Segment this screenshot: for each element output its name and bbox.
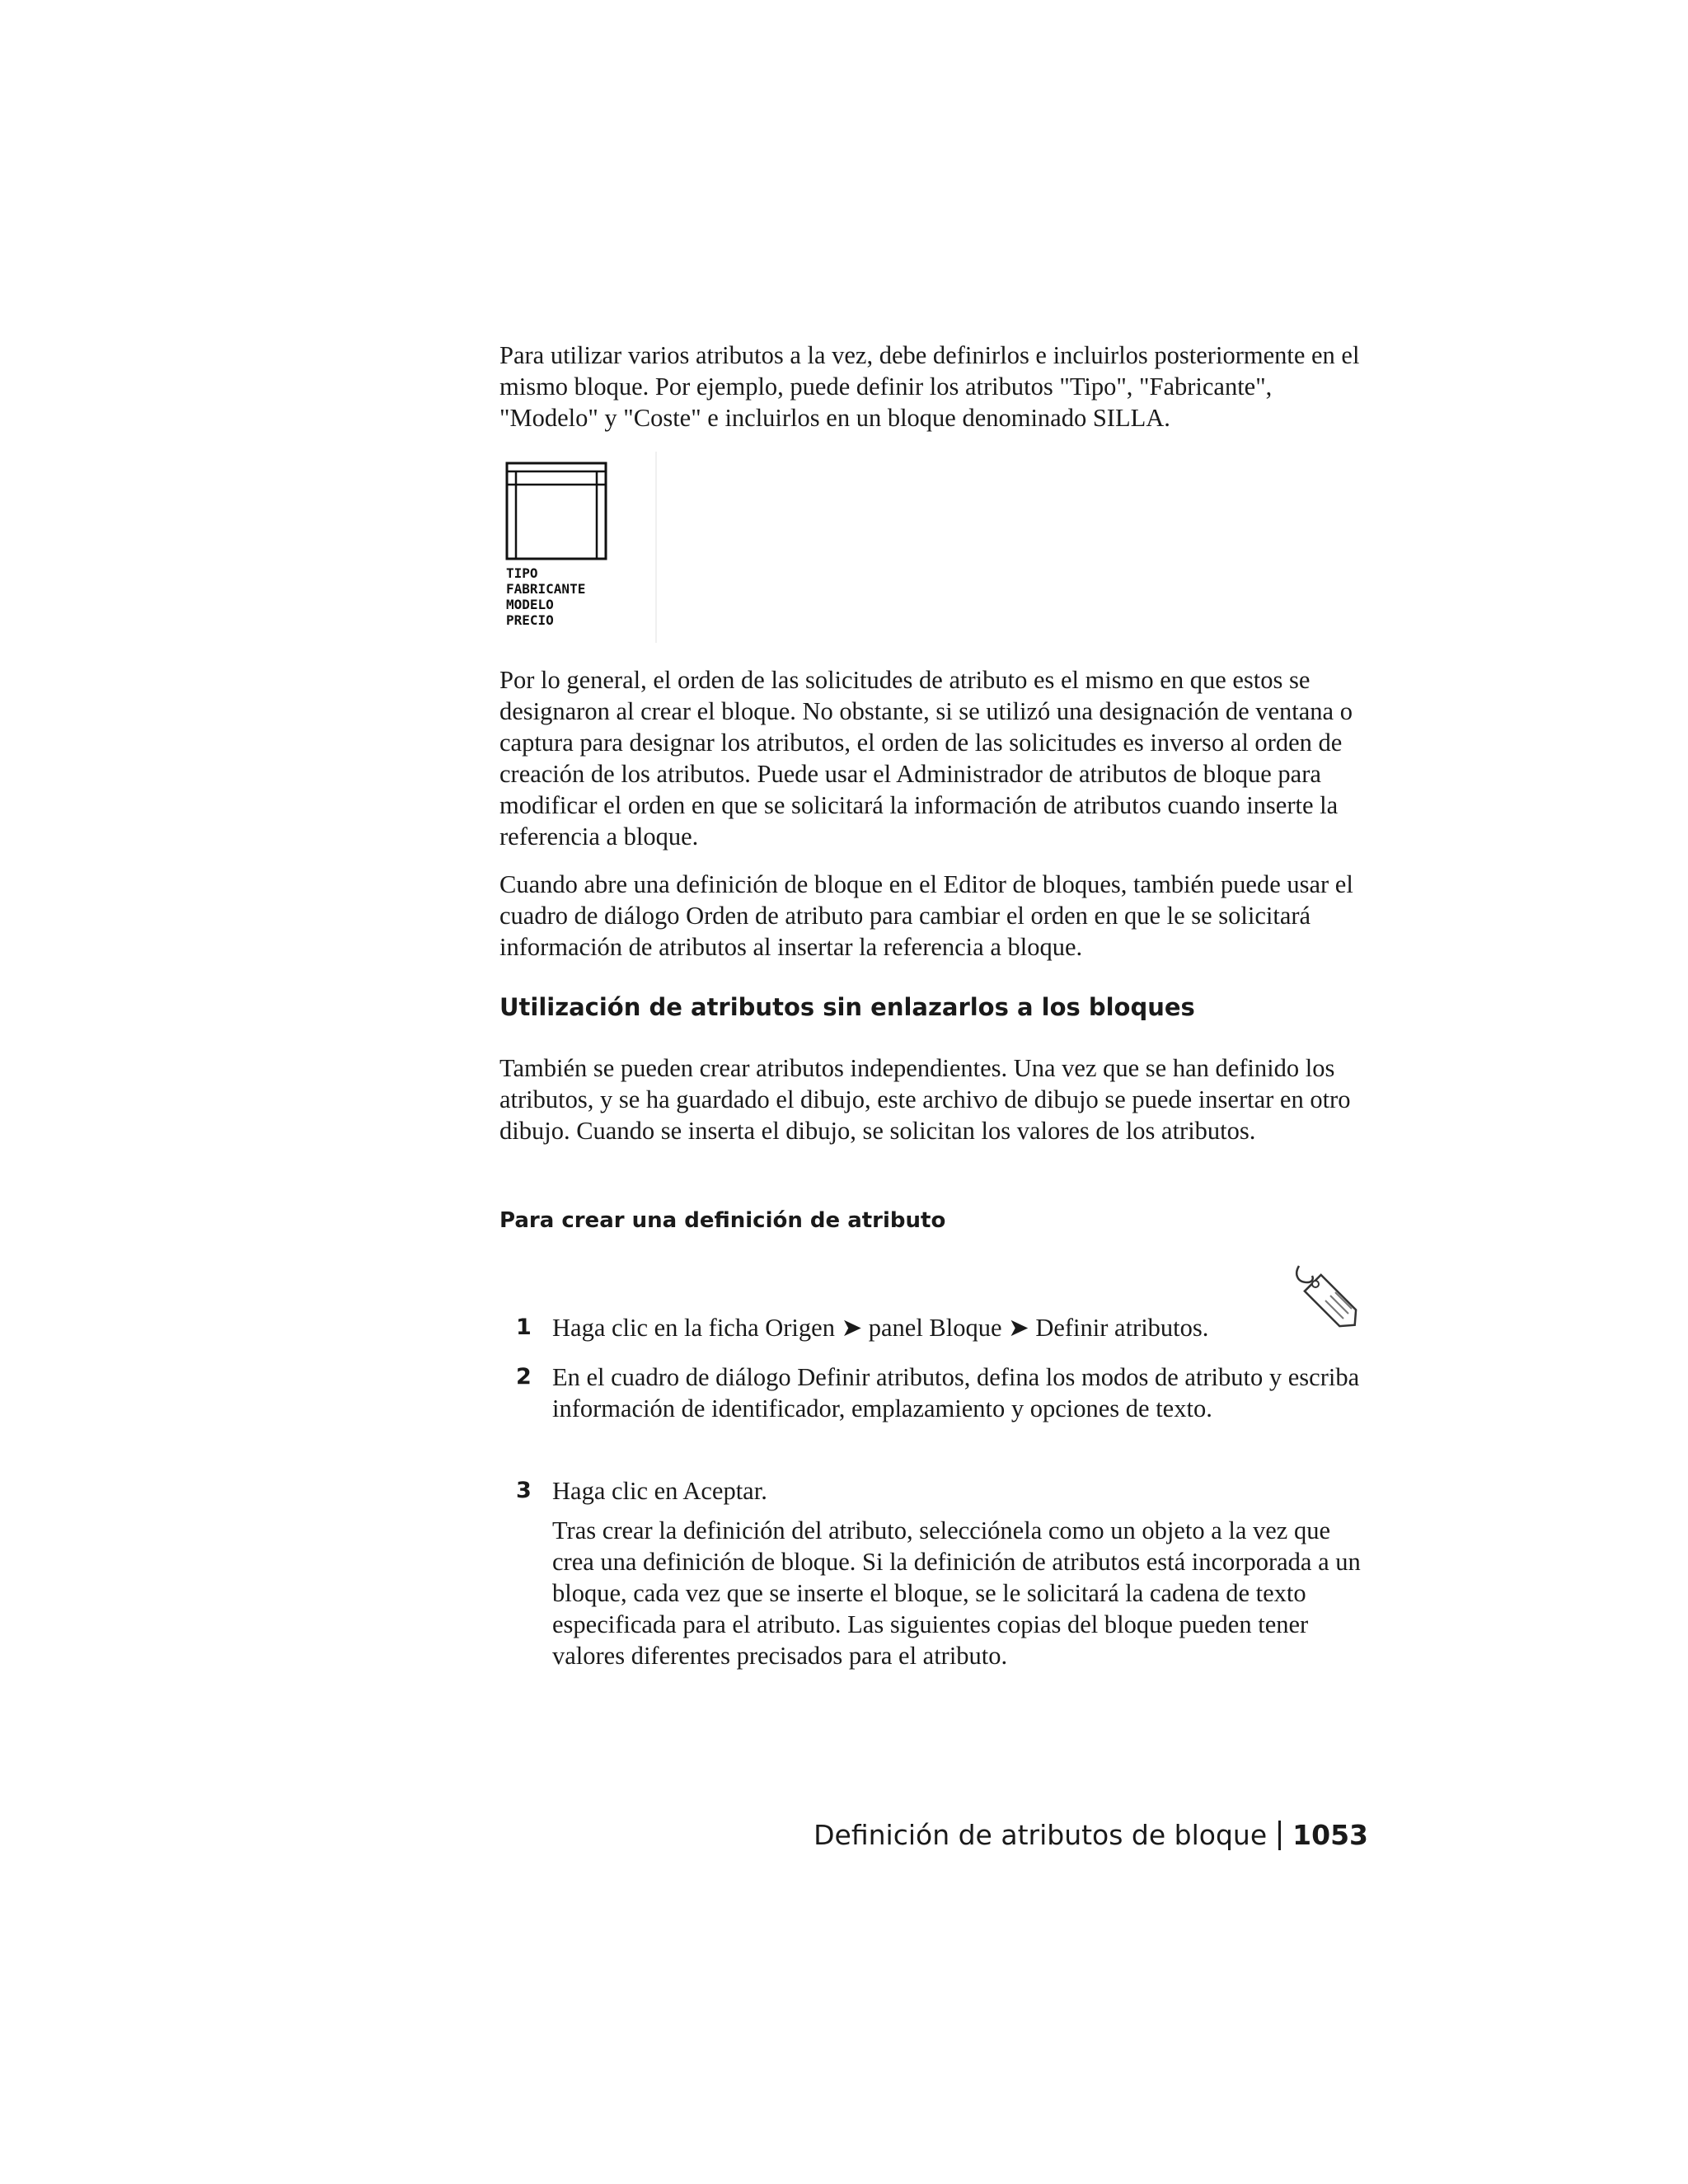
step-text: En el cuadro de diálogo Definir atributos, defina los modos de atributo y escriba información de identificador, emplazamiento y opciones de texto. bbox=[552, 1363, 1360, 1422]
page-footer bbox=[814, 1817, 1368, 1854]
intro-paragraph-block bbox=[499, 340, 1375, 434]
step-number: 3 bbox=[516, 1478, 532, 1503]
figure-label-tipo: TIPO bbox=[506, 565, 538, 581]
editor-paragraph: Cuando abre una definición de bloque en el Editor de bloques, también puede usar el cuadro de diálogo Orden de atributo para cambiar el orden en que le se solicitará información de atributos al insertar la referencia a bloque. bbox=[499, 870, 1353, 961]
intro-paragraph: Para utilizar varios atributos a la vez, debe definirlos e incluirlos posteriormente en el mismo bloque. Por ejemplo, puede definir los atributos "Tipo", "Fabricante", "Modelo" y "Coste" e incluirlos en un bloque denominado SILLA. bbox=[499, 341, 1360, 432]
figure-label-modelo: MODELO bbox=[506, 597, 554, 612]
independent-paragraph: También se pueden crear atributos independientes. Una vez que se han definido los atributos, y se ha guardado el dibujo, este archivo de dibujo se puede insertar en otro dibujo. Cuando se inserta el dibujo, se solicitan los valores de los atributos. bbox=[499, 1054, 1351, 1145]
editor-paragraph-block bbox=[499, 869, 1375, 963]
step-number: 1 bbox=[516, 1315, 532, 1340]
step-text: Haga clic en Aceptar. bbox=[552, 1477, 767, 1505]
chair-drawing bbox=[499, 452, 664, 643]
footer-title: Definición de atributos de bloque bbox=[814, 1819, 1268, 1851]
order-paragraph: Por lo general, el orden de las solicitudes de atributo es el mismo en que estos se designaron al crear el bloque. No obstante, si se utilizó una designación de ventana o captura para designar los atributos, el orden de las solicitudes es inverso al orden de creación de los atributos. Puede usar el Administrador de atributos de bloque para modificar el orden en que se solicitará la información de atributos cuando inserte la referencia a bloque. bbox=[499, 666, 1353, 851]
step-3-note: Tras crear la definición del atributo, selecciónela como un objeto a la vez que crea una definición de bloque. Si la definición de atributos está incorporada a un bloque, cada vez que se inserte el bloque, se le solicitará la cadena de texto especificada para el atributo. Las siguientes copias del bloque pueden tener valores diferentes precisados para el atributo. bbox=[552, 1516, 1361, 1670]
step-number: 2 bbox=[516, 1364, 532, 1390]
procedure-heading: Para crear una definición de atributo bbox=[499, 1208, 946, 1233]
figure-label-fabricante: FABRICANTE bbox=[506, 581, 586, 597]
chair-outer-frame bbox=[507, 463, 606, 559]
step-text: Haga clic en la ficha Origen ➤ panel Bloque ➤ Definir atributos. bbox=[552, 1314, 1209, 1342]
footer-separator bbox=[1278, 1821, 1281, 1850]
figure-divider bbox=[655, 452, 657, 643]
page-number: 1053 bbox=[1292, 1819, 1368, 1851]
section-heading: Utilización de atributos sin enlazarlos a los bloques bbox=[499, 993, 1195, 1021]
independent-paragraph-block bbox=[499, 1052, 1375, 1146]
figure-label-precio: PRECIO bbox=[506, 612, 554, 628]
chair-block-figure bbox=[499, 452, 664, 643]
order-paragraph-block bbox=[499, 664, 1375, 852]
